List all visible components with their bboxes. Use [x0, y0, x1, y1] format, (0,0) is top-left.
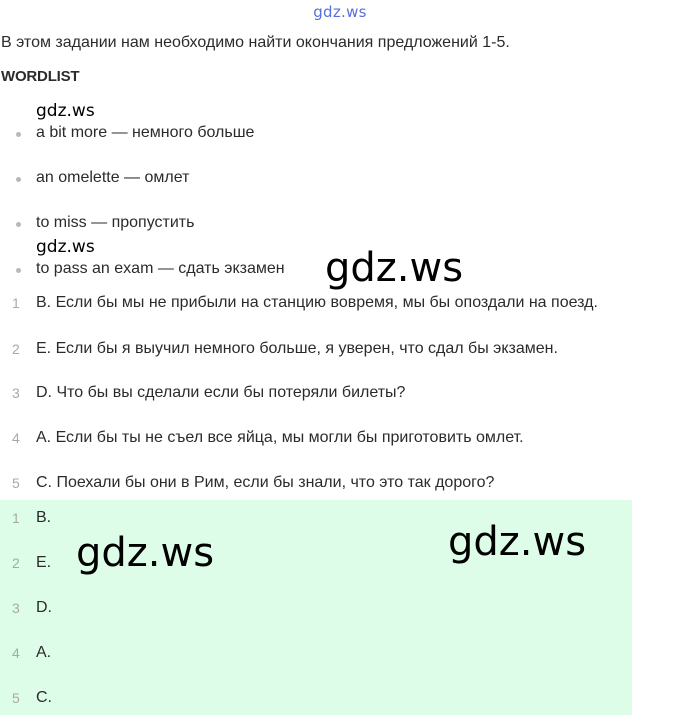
bullet-icon: [16, 177, 21, 182]
answer-text: A.: [36, 644, 52, 661]
sentence-text: E. Если бы я выучил немного больше, я уверен, что сдал бы экзамен.: [36, 340, 558, 357]
intro-text: В этом задании нам необходимо найти окончания предложений 1-5.: [1, 34, 510, 51]
sentence-text: A. Если бы ты не съел все яйца, мы могли бы приготовить омлет.: [36, 429, 524, 446]
answer-number: 1: [12, 510, 20, 526]
wordlist-item-text: to pass an exam — сдать экзамен: [36, 260, 285, 277]
answer-text: B.: [36, 509, 52, 526]
sentence-text: D. Что бы вы сделали если бы потеряли билеты?: [36, 384, 406, 401]
wordlist-item-text: to miss — пропустить: [36, 214, 195, 231]
answer-number: 2: [12, 555, 20, 571]
answer-number: 4: [12, 645, 20, 661]
wordlist-item-text: an omelette — омлет: [36, 169, 190, 186]
sentence-number: 4: [12, 430, 20, 446]
sentence-number: 2: [12, 341, 20, 357]
answer-text: D.: [36, 599, 52, 616]
sentence-text: B. Если бы мы не прибыли на станцию вовремя, мы бы опоздали на поезд.: [36, 294, 598, 311]
answer-number: 3: [12, 600, 20, 616]
watermark: gdz.ws: [76, 530, 215, 576]
watermark: gdz.ws: [36, 101, 95, 121]
answer-text: E.: [36, 554, 52, 571]
watermark: gdz.ws: [36, 237, 95, 257]
bullet-icon: [16, 222, 21, 227]
watermark: gdz.ws: [325, 245, 464, 291]
watermark: gdz.ws: [448, 519, 587, 565]
sentence-number: 3: [12, 385, 20, 401]
bullet-icon: [16, 268, 21, 273]
sentence-text: C. Поехали бы они в Рим, если бы знали, что это так дорого?: [36, 474, 495, 491]
top-watermark: gdz.ws: [313, 3, 367, 21]
sentence-number: 5: [12, 475, 20, 491]
wordlist-item-text: a bit more — немного больше: [36, 124, 255, 141]
wordlist-heading: WORDLIST: [1, 68, 80, 85]
bullet-icon: [16, 132, 21, 137]
answer-number: 5: [12, 690, 20, 706]
answer-text: C.: [36, 689, 52, 706]
sentence-number: 1: [12, 295, 20, 311]
